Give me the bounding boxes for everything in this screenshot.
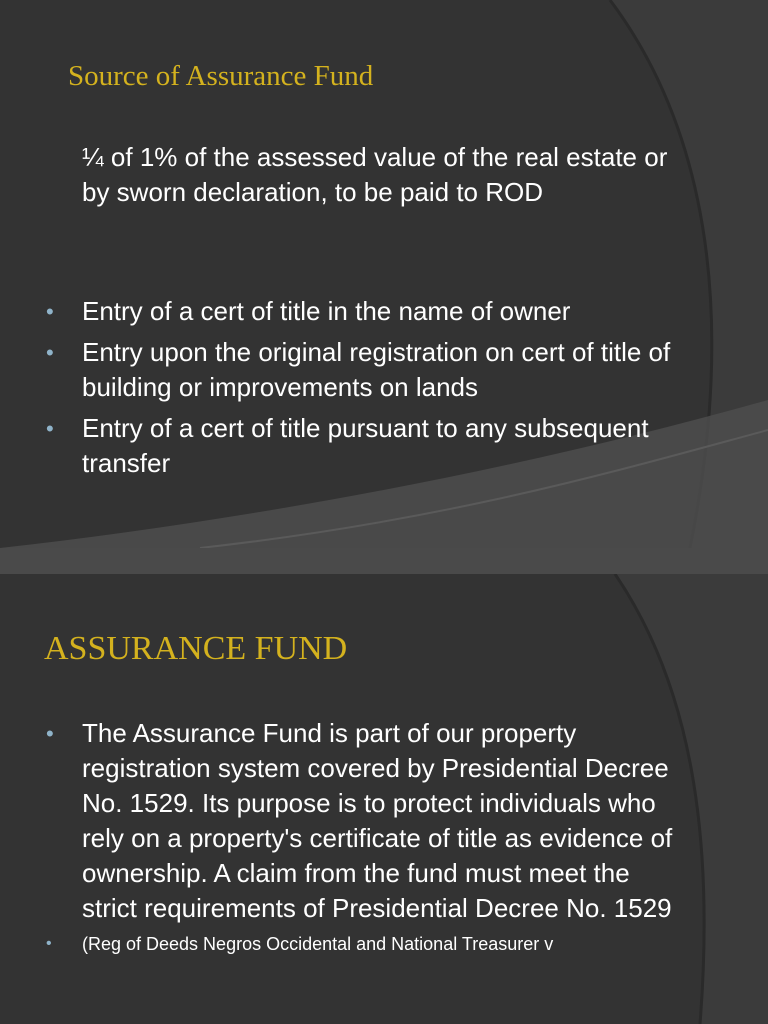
bullet-icon: • [46,299,54,324]
list-item [46,335,686,405]
slide-title: ASSURANCE FUND [44,630,348,667]
list-item [46,932,686,956]
list-item [46,716,686,926]
bullet-icon: • [46,935,52,952]
bullet-list [46,716,686,962]
bullet-icon: • [46,340,54,365]
slide-divider [0,548,768,574]
list-item [46,294,686,329]
slide-assurance-fund [0,574,768,1024]
bullet-list [46,294,686,487]
list-item-text: Entry of a cert of title in the name of owner [82,296,571,326]
bullet-icon: • [46,416,54,441]
list-item-text: Entry upon the original registration on cert of title of building or improvements on lands [82,337,671,402]
bullet-icon: • [46,721,54,746]
slide-title: Source of Assurance Fund [68,60,374,92]
list-item-text: The Assurance Fund is part of our property registration system covered by Presidential Decree No. 1529. Its purpose is to protect individuals who rely on a property's certificate of title as evidence of ownership. A claim from the fund must meet the strict requirements of Presidential Decree No. 1529 [82,718,673,923]
list-item-text: (Reg of Deeds Negros Occidental and National Treasurer v [82,934,554,954]
list-item-text: Entry of a cert of title pursuant to any subsequent transfer [82,413,649,478]
list-item [46,411,686,481]
intro-paragraph: ¼ of 1% of the assessed value of the real estate or by sworn declaration, to be paid to ROD [82,142,668,207]
